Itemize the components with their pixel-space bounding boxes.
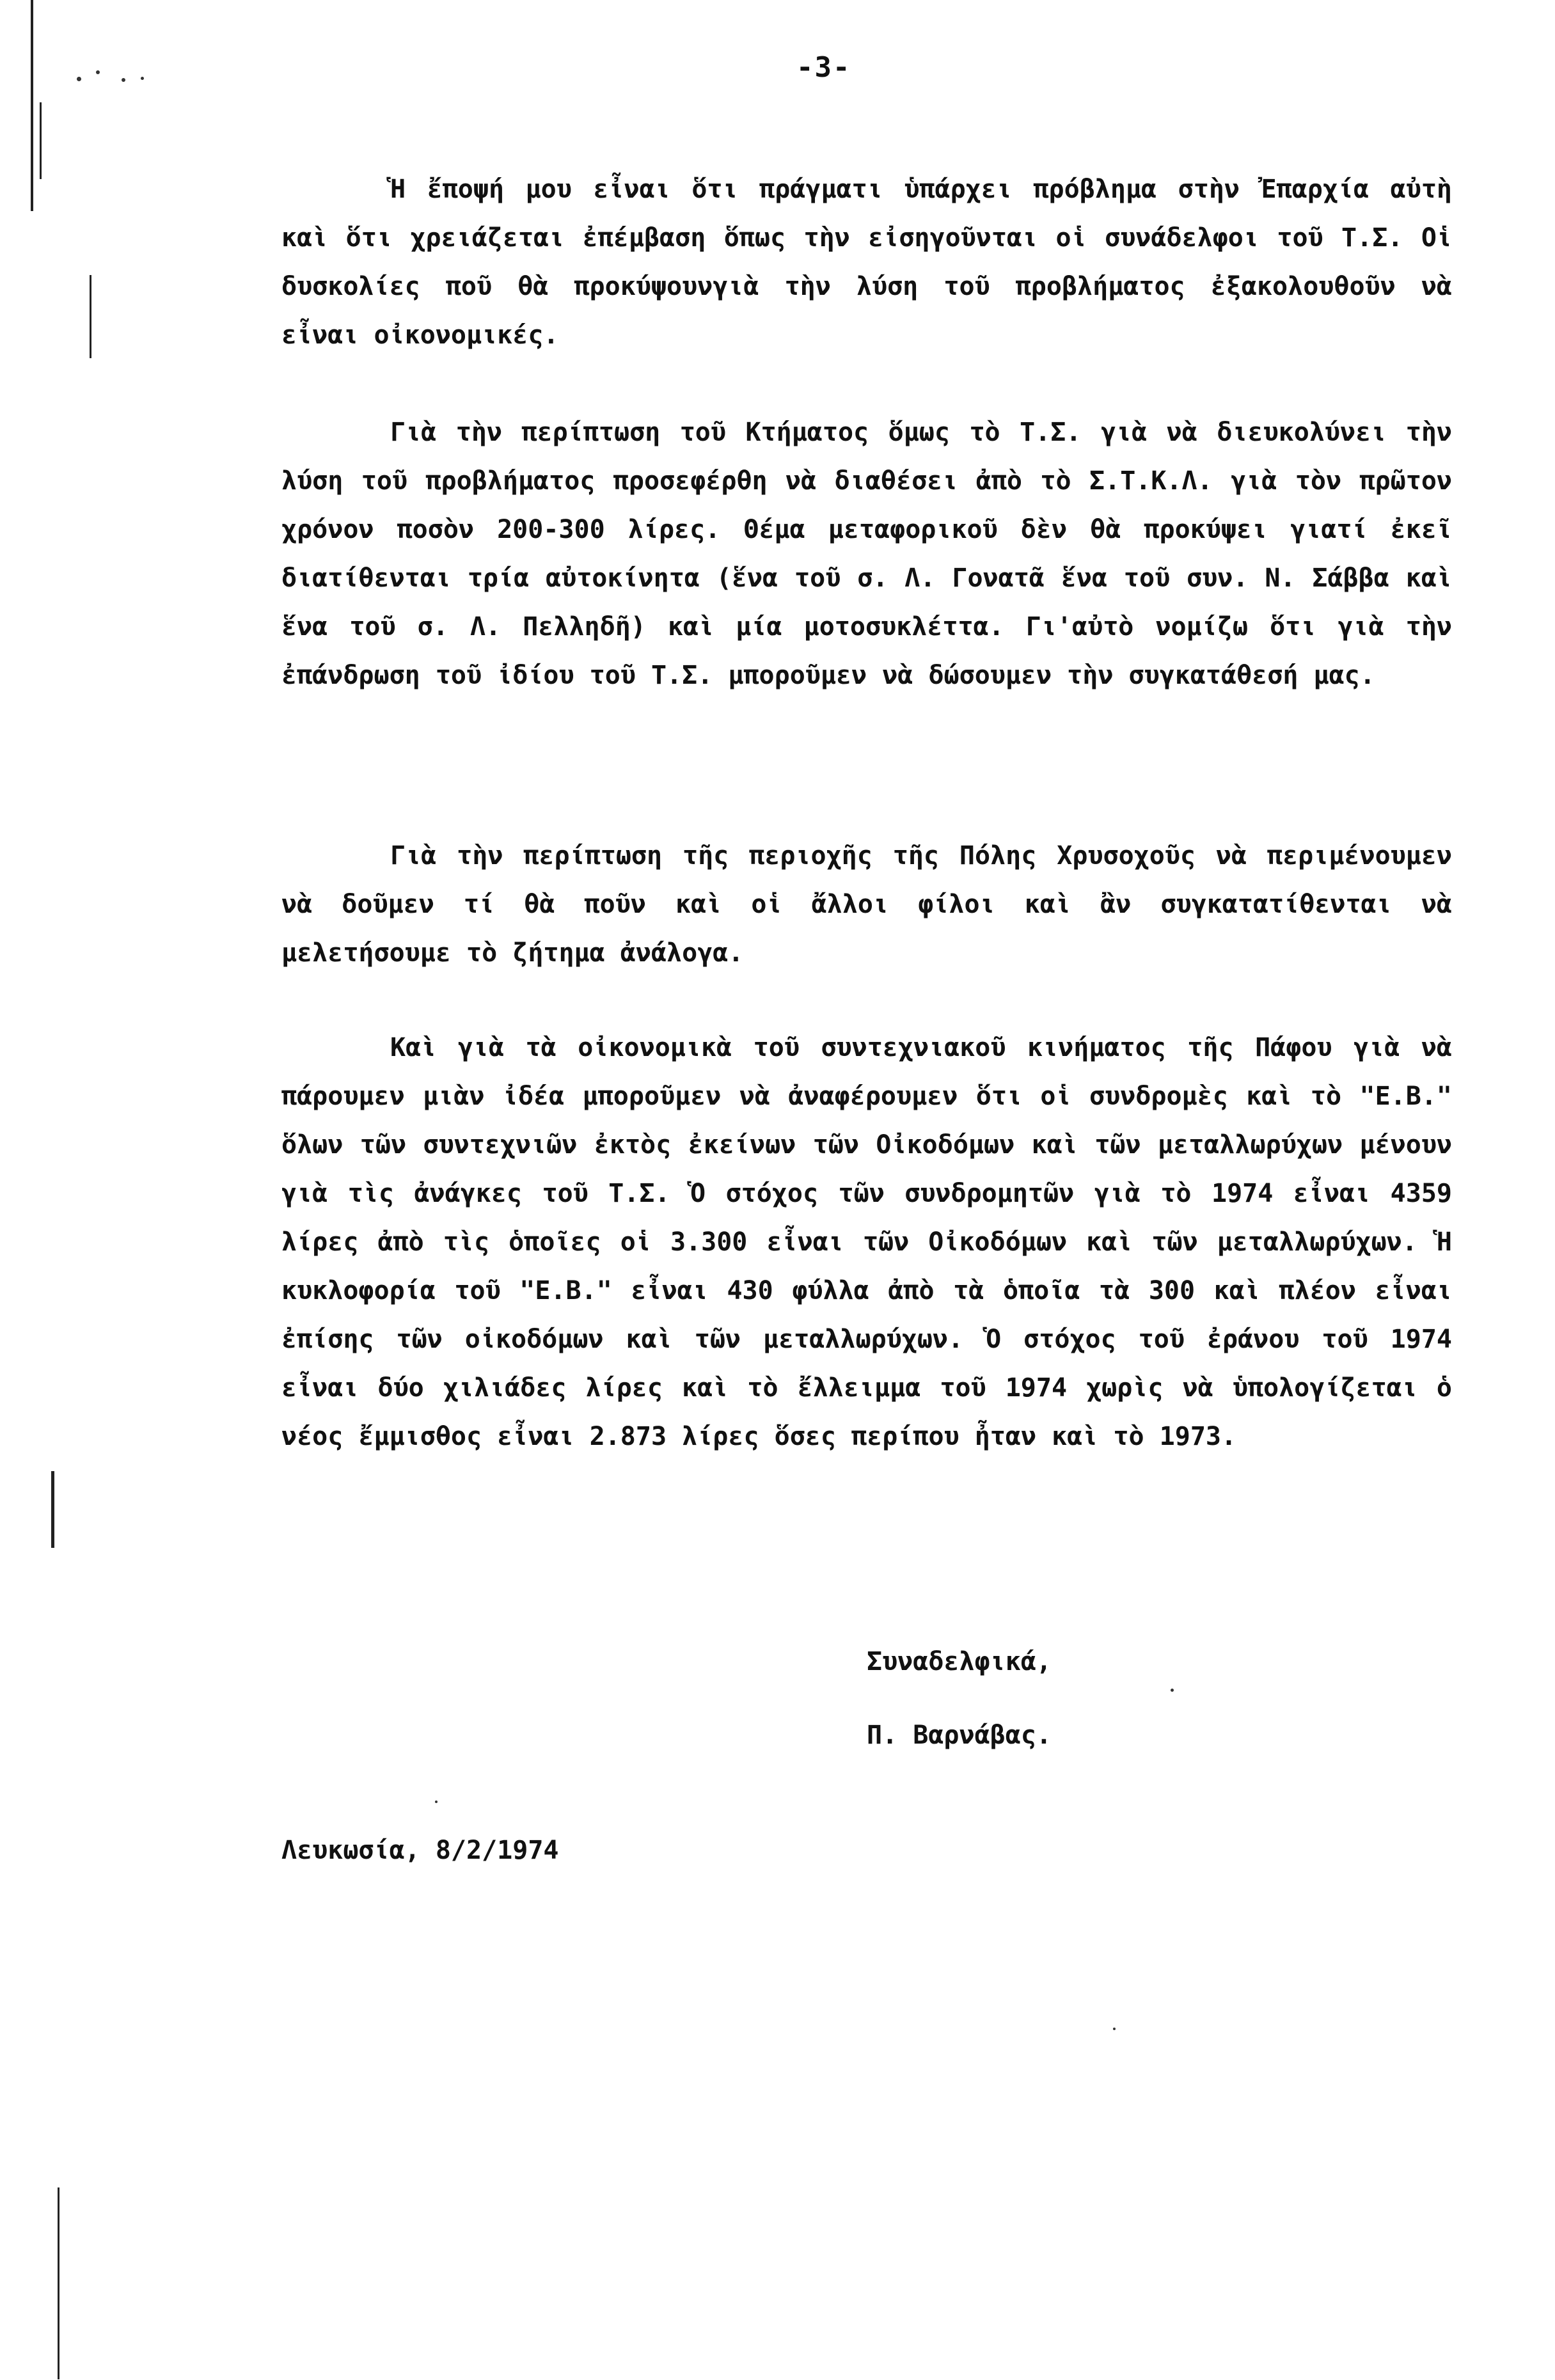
paragraph-2: Γιὰ τὴν περίπτωση τοῦ Κτήματος ὅμως τὸ Τ.Σ. γιὰ νὰ διευκολύνει τὴν λύση τοῦ προβλήματος προσεφέρθη νὰ διαθέσει ἀπὸ τὸ Σ.Τ.Κ.Λ. γιὰ τὸν πρῶτον χρόνον ποσὸν 200-300 λίρες. Θέμα μεταφορικοῦ δὲν θὰ προκύψει γιατί ἐκεῖ διατίθενται τρία αὐτοκίνητα (ἕνα τοῦ σ. Λ. Γονατᾶ ἕνα τοῦ συν. Ν. Σάββα καὶ ἕνα τοῦ σ. Λ. Πελληδῆ) καὶ μία μοτοσυκλέττα. Γι'αὐτὸ νομίζω ὅτι γιὰ τὴν ἐπάνδρωση τοῦ ἰδίου τοῦ Τ.Σ. μποροῦμεν νὰ δώσουμεν τὴν συγκατάθεσή μας. bbox=[281, 418, 1452, 690]
scan-edge-line bbox=[51, 1471, 54, 1548]
scan-speck bbox=[96, 70, 100, 74]
paragraph-1: Ἡ ἔποψή μου εἶναι ὅτι πράγματι ὑπάρχει πρόβλημα στὴν Ἐπαρχία αὐτὴ καὶ ὅτι χρειάζεται ἐπέμβαση ὅπως τὴν εἰσηγοῦνται οἱ συνάδελφοι τοῦ Τ.Σ. Οἱ δυσκολίες ποῦ θὰ προκύψουνγιὰ τὴν λύση τοῦ προβλήματος ἐξακολουθοῦν νὰ εἶναι οἰκονομικές. bbox=[281, 175, 1452, 350]
scan-speck bbox=[435, 1801, 438, 1803]
place-date: Λευκωσία, 8/2/1974 bbox=[281, 1836, 559, 1865]
paragraph-3: Γιὰ τὴν περίπτωση τῆς περιοχῆς τῆς Πόλης Χρυσοχοῦς νὰ περιμένουμεν νὰ δοῦμεν τί θὰ ποῦν καὶ οἱ ἄλλοι φίλοι καὶ ἂν συγκατατίθενται νὰ μελετήσουμε τὸ ζήτημα ἀνάλογα. bbox=[281, 841, 1452, 968]
signature: Π. Βαρνάβας. bbox=[867, 1721, 1052, 1750]
paragraph-4: Καὶ γιὰ τὰ οἰκονομικὰ τοῦ συντεχνιακοῦ κινήματος τῆς Πάφου γιὰ νὰ πάρουμεν μιὰν ἰδέα μποροῦμεν νὰ ἀναφέρουμεν ὅτι οἱ συνδρομὲς καὶ τὸ "Ε.Β." ὅλων τῶν συντεχνιῶν ἐκτὸς ἐκείνων τῶν Οἰκοδόμων καὶ τῶν μεταλλωρύχων μένουν γιὰ τὶς ἀνάγκες τοῦ Τ.Σ. Ὁ στόχος τῶν συνδρομητῶν γιὰ τὸ 1974 εἶναι 4359 λίρες ἀπὸ τὶς ὁποῖες οἱ 3.300 εἶναι τῶν Οἰκοδόμων καὶ τῶν μεταλλωρύχων. Ἡ κυκλοφορία τοῦ "Ε.Β." εἶναι 430 φύλλα ἀπὸ τὰ ὁποῖα τὰ 300 καὶ πλέον εἶναι ἐπίσης τῶν οἰκοδόμων καὶ τῶν μεταλλωρύχων. Ὁ στόχος τοῦ ἐράνου τοῦ 1974 εἶναι δύο χιλιάδες λίρες καὶ τὸ ἔλλειμμα τοῦ 1974 χωρὶς νὰ ὑπολογίζεται ὁ νέος ἔμμισθος εἶναι 2.873 λίρες ὅσες περίπου ἦταν καὶ τὸ 1973. bbox=[281, 1033, 1452, 1451]
scan-speck bbox=[1171, 1689, 1174, 1692]
scan-edge-line bbox=[58, 2187, 59, 2379]
scan-speck bbox=[122, 78, 125, 82]
page-number: -3- bbox=[796, 51, 851, 84]
scan-speck bbox=[77, 77, 81, 81]
scan-speck bbox=[1113, 2028, 1116, 2030]
closing-salutation: Συναδελφικά, bbox=[867, 1647, 1052, 1676]
scan-edge-line bbox=[40, 102, 42, 179]
scan-edge-line bbox=[90, 275, 91, 358]
scan-edge-line bbox=[31, 0, 33, 211]
scan-speck bbox=[141, 77, 144, 80]
